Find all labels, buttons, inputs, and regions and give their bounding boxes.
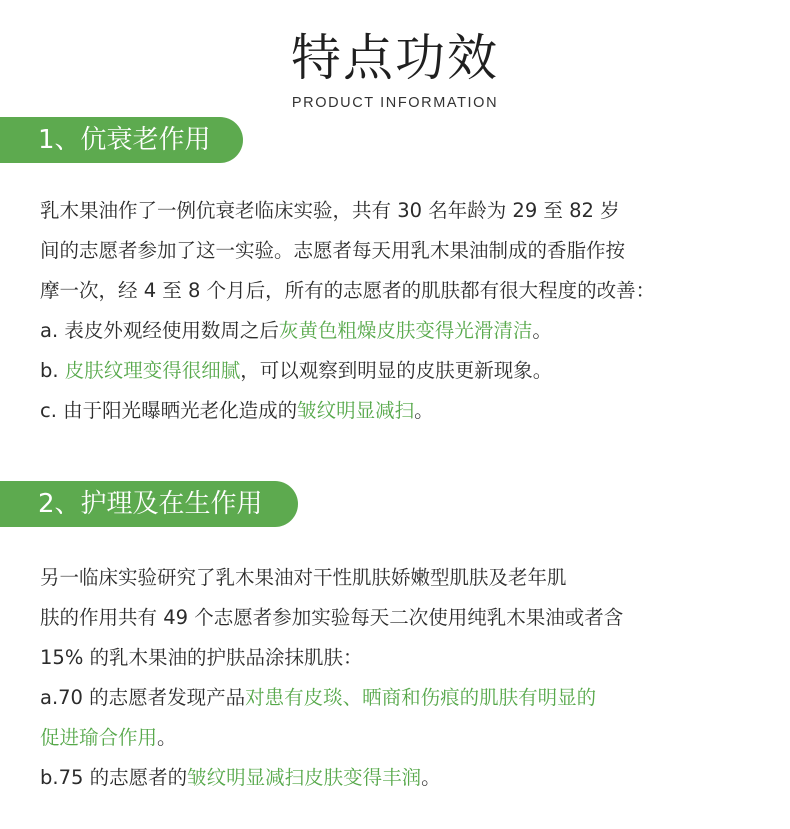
list-item-a-continued	[40, 718, 780, 758]
body-line: 间的志愿者参加了这一实验。志愿者每天用乳木果油制成的香脂作按	[40, 239, 626, 262]
highlighted-text: 灰黄色粗燥皮肤变得光滑清洁	[278, 319, 533, 342]
section-heading-care-regeneration: 2、护理及在生作用	[0, 481, 298, 527]
list-item-text: b.75 的志愿者的	[40, 766, 188, 789]
list-item-b	[40, 758, 780, 798]
list-item-c	[40, 391, 780, 431]
section-body-anti-aging	[40, 191, 780, 431]
highlighted-text: 皱纹明显减扫皮肤变得丰润	[187, 766, 422, 789]
highlighted-text: 促进瑜合作用	[40, 726, 158, 749]
body-line: 另一临床实验研究了乳木果油对干性肌肤娇嫩型肌肤及老年肌	[40, 566, 567, 589]
list-item-b	[40, 351, 780, 391]
list-item-text: ，可以观察到明显的皮肤更新现象。	[240, 359, 553, 382]
list-item-a	[40, 678, 780, 718]
list-item-text: c. 由于阳光曝晒光老化造成的	[40, 399, 298, 422]
body-line: 肤的作用共有 49 个志愿者参加实验每天二次使用纯乳木果油或者含	[40, 606, 624, 629]
page-subtitle: PRODUCT INFORMATION	[291, 95, 499, 111]
list-item-a	[40, 311, 780, 351]
list-item-text: 。	[414, 399, 434, 422]
body-line: 15% 的乳木果油的护肤品涂抹肌肤：	[40, 646, 363, 669]
highlighted-text: 皮肤纹理变得很细腻	[64, 359, 241, 382]
list-item-text: a.70 的志愿者发现产品	[40, 686, 246, 709]
list-item-text: a. 表皮外观经使用数周之后	[40, 319, 279, 342]
list-item-text: b.	[40, 359, 65, 382]
body-line: 乳木果油作了一例伉衰老临床实验，共有 30 名年龄为 29 至 82 岁	[40, 199, 620, 222]
highlighted-text: 对患有皮琰、晒商和伤痕的肌肤有明显的	[245, 686, 597, 709]
highlighted-text: 皱纹明显减扫	[297, 399, 415, 422]
section-body-care-regeneration	[40, 558, 780, 798]
list-item-text: 。	[157, 726, 177, 749]
body-line: 摩一次，经 4 至 8 个月后，所有的志愿者的肌肤都有很大程度的改善：	[40, 279, 656, 302]
list-item-text: 。	[421, 766, 441, 789]
list-item-text: 。	[532, 319, 552, 342]
section-heading-anti-aging: 1、伉衰老作用	[0, 117, 243, 163]
page-title: 特点功效	[291, 29, 499, 87]
